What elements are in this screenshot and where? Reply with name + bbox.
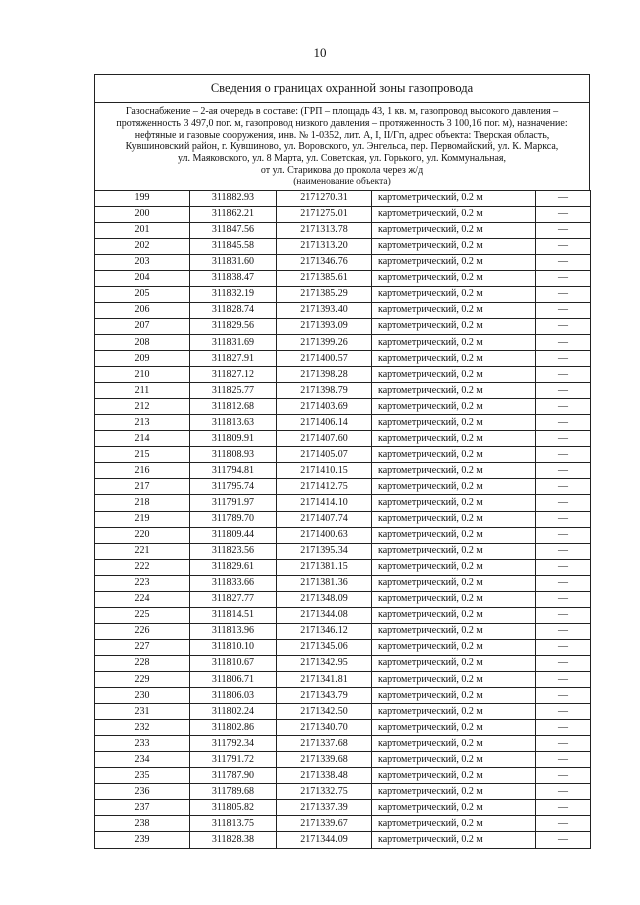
coordinate-x-cell: 311810.10 <box>190 639 277 655</box>
point-number-cell: 220 <box>95 527 190 543</box>
note-cell: — <box>536 399 591 415</box>
method-cell: картометрический, 0.2 м <box>372 447 536 463</box>
point-number-cell: 222 <box>95 559 190 575</box>
note-cell: — <box>536 816 591 832</box>
method-cell: картометрический, 0.2 м <box>372 367 536 383</box>
note-cell: — <box>536 623 591 639</box>
coordinate-y-cell: 2171406.14 <box>277 415 372 431</box>
coordinate-y-cell: 2171340.70 <box>277 720 372 736</box>
coordinate-x-cell: 311832.19 <box>190 286 277 302</box>
coordinate-x-cell: 311814.51 <box>190 607 277 623</box>
table-row <box>95 302 591 318</box>
table-row <box>95 463 591 479</box>
coordinate-y-cell: 2171398.28 <box>277 367 372 383</box>
coordinate-x-cell: 311813.63 <box>190 415 277 431</box>
description-line: от ул. Старикова до прокола через ж/д <box>260 164 424 176</box>
coordinate-x-cell: 311813.75 <box>190 816 277 832</box>
point-number-cell: 207 <box>95 318 190 334</box>
coordinate-x-cell: 311794.81 <box>190 463 277 479</box>
point-number-cell: 228 <box>95 655 190 671</box>
coordinate-x-cell: 311802.86 <box>190 720 277 736</box>
note-cell: — <box>536 543 591 559</box>
point-number-cell: 218 <box>95 495 190 511</box>
table-row <box>95 559 591 575</box>
table-row <box>95 206 591 222</box>
point-number-cell: 239 <box>95 832 190 848</box>
method-cell: картометрический, 0.2 м <box>372 463 536 479</box>
coordinate-y-cell: 2171410.15 <box>277 463 372 479</box>
point-number-cell: 217 <box>95 479 190 495</box>
method-cell: картометрический, 0.2 м <box>372 286 536 302</box>
note-cell: — <box>536 768 591 784</box>
note-cell: — <box>536 318 591 334</box>
note-cell: — <box>536 495 591 511</box>
method-cell: картометрический, 0.2 м <box>372 190 536 206</box>
point-number-cell: 229 <box>95 671 190 687</box>
table-row <box>95 399 591 415</box>
note-cell: — <box>536 367 591 383</box>
point-number-cell: 234 <box>95 752 190 768</box>
note-cell: — <box>536 463 591 479</box>
note-cell: — <box>536 238 591 254</box>
note-cell: — <box>536 270 591 286</box>
coordinate-y-cell: 2171398.79 <box>277 383 372 399</box>
coordinate-x-cell: 311845.58 <box>190 238 277 254</box>
coordinate-y-cell: 2171332.75 <box>277 784 372 800</box>
table-row <box>95 431 591 447</box>
coordinate-y-cell: 2171344.09 <box>277 832 372 848</box>
coordinate-x-cell: 311789.68 <box>190 784 277 800</box>
note-cell: — <box>536 688 591 704</box>
table-row <box>95 527 591 543</box>
note-cell: — <box>536 639 591 655</box>
coordinate-y-cell: 2171342.50 <box>277 704 372 720</box>
coordinate-y-cell: 2171393.09 <box>277 318 372 334</box>
point-number-cell: 221 <box>95 543 190 559</box>
coordinate-x-cell: 311787.90 <box>190 768 277 784</box>
coordinate-x-cell: 311833.66 <box>190 575 277 591</box>
coordinate-x-cell: 311827.77 <box>190 591 277 607</box>
point-number-cell: 223 <box>95 575 190 591</box>
table-row <box>95 190 591 206</box>
method-cell: картометрический, 0.2 м <box>372 479 536 495</box>
table-row <box>95 254 591 270</box>
table-row <box>95 543 591 559</box>
table-row <box>95 704 591 720</box>
coordinate-x-cell: 311831.69 <box>190 335 277 351</box>
method-cell: картометрический, 0.2 м <box>372 671 536 687</box>
method-cell: картометрический, 0.2 м <box>372 318 536 334</box>
table-row <box>95 286 591 302</box>
coordinate-x-cell: 311825.77 <box>190 383 277 399</box>
note-cell: — <box>536 591 591 607</box>
point-number-cell: 238 <box>95 816 190 832</box>
point-number-cell: 201 <box>95 222 190 238</box>
note-cell: — <box>536 736 591 752</box>
coordinate-y-cell: 2171385.61 <box>277 270 372 286</box>
coordinate-y-cell: 2171338.48 <box>277 768 372 784</box>
note-cell: — <box>536 254 591 270</box>
method-cell: картометрический, 0.2 м <box>372 527 536 543</box>
object-description <box>94 102 590 190</box>
note-cell: — <box>536 383 591 399</box>
method-cell: картометрический, 0.2 м <box>372 302 536 318</box>
coordinate-y-cell: 2171400.57 <box>277 351 372 367</box>
object-name-caption: (наименование объекта) <box>293 176 391 187</box>
point-number-cell: 225 <box>95 607 190 623</box>
coordinate-x-cell: 311805.82 <box>190 800 277 816</box>
coordinate-y-cell: 2171270.31 <box>277 190 372 206</box>
table-row <box>95 495 591 511</box>
coordinate-x-cell: 311827.91 <box>190 351 277 367</box>
coordinate-y-cell: 2171339.67 <box>277 816 372 832</box>
table-row <box>95 351 591 367</box>
note-cell: — <box>536 447 591 463</box>
table-row <box>95 832 591 848</box>
coordinate-y-cell: 2171407.74 <box>277 511 372 527</box>
note-cell: — <box>536 720 591 736</box>
description-line: Кувшиновский район, г. Кувшиново, ул. Воровского, ул. Энгельса, пер. Первомайский, ул. К. Маркса, <box>125 141 559 153</box>
method-cell: картометрический, 0.2 м <box>372 383 536 399</box>
method-cell: картометрический, 0.2 м <box>372 800 536 816</box>
method-cell: картометрический, 0.2 м <box>372 254 536 270</box>
method-cell: картометрический, 0.2 м <box>372 495 536 511</box>
method-cell: картометрический, 0.2 м <box>372 543 536 559</box>
coordinate-y-cell: 2171395.34 <box>277 543 372 559</box>
point-number-cell: 226 <box>95 623 190 639</box>
coordinate-y-cell: 2171341.81 <box>277 671 372 687</box>
note-cell: — <box>536 431 591 447</box>
coordinate-y-cell: 2171275.01 <box>277 206 372 222</box>
coordinate-x-cell: 311847.56 <box>190 222 277 238</box>
table-row <box>95 607 591 623</box>
point-number-cell: 200 <box>95 206 190 222</box>
point-number-cell: 202 <box>95 238 190 254</box>
coordinate-y-cell: 2171405.07 <box>277 447 372 463</box>
coordinate-y-cell: 2171399.26 <box>277 335 372 351</box>
table-row <box>95 575 591 591</box>
method-cell: картометрический, 0.2 м <box>372 623 536 639</box>
table-row <box>95 383 591 399</box>
coordinate-y-cell: 2171414.10 <box>277 495 372 511</box>
point-number-cell: 213 <box>95 415 190 431</box>
coordinate-x-cell: 311789.70 <box>190 511 277 527</box>
note-cell: — <box>536 671 591 687</box>
point-number-cell: 227 <box>95 639 190 655</box>
coordinate-x-cell: 311823.56 <box>190 543 277 559</box>
method-cell: картометрический, 0.2 м <box>372 768 536 784</box>
coordinate-y-cell: 2171345.06 <box>277 639 372 655</box>
description-line: Газоснабжение – 2-ая очередь в составе: (ГРП – площадь 43, 1 кв. м, газопровод высокого давления – <box>125 106 559 117</box>
coordinate-x-cell: 311812.68 <box>190 399 277 415</box>
coordinate-x-cell: 311792.34 <box>190 736 277 752</box>
note-cell: — <box>536 190 591 206</box>
point-number-cell: 231 <box>95 704 190 720</box>
coordinate-y-cell: 2171344.08 <box>277 607 372 623</box>
method-cell: картометрический, 0.2 м <box>372 206 536 222</box>
note-cell: — <box>536 575 591 591</box>
method-cell: картометрический, 0.2 м <box>372 655 536 671</box>
description-line: ул. Маяковского, ул. 8 Марта, ул. Советская, ул. Горького, ул. Коммунальная, <box>177 153 507 165</box>
table-row <box>95 238 591 254</box>
method-cell: картометрический, 0.2 м <box>372 559 536 575</box>
table-row <box>95 688 591 704</box>
coordinate-y-cell: 2171343.79 <box>277 688 372 704</box>
method-cell: картометрический, 0.2 м <box>372 431 536 447</box>
table-row <box>95 222 591 238</box>
coordinate-y-cell: 2171400.63 <box>277 527 372 543</box>
note-cell: — <box>536 800 591 816</box>
method-cell: картометрический, 0.2 м <box>372 591 536 607</box>
note-cell: — <box>536 704 591 720</box>
document-title: Сведения о границах охранной зоны газопровода <box>94 74 590 102</box>
description-line: нефтяные и газовые сооружения, инв. № 1-0352, лит. А, I, II/Гп, адрес объекта: Тверская область, <box>134 129 550 141</box>
coordinate-x-cell: 311809.91 <box>190 431 277 447</box>
coordinate-x-cell: 311791.97 <box>190 495 277 511</box>
coordinate-x-cell: 311828.38 <box>190 832 277 848</box>
coordinate-y-cell: 2171346.76 <box>277 254 372 270</box>
point-number-cell: 236 <box>95 784 190 800</box>
coordinate-x-cell: 311831.60 <box>190 254 277 270</box>
coordinate-y-cell: 2171348.09 <box>277 591 372 607</box>
table-row <box>95 367 591 383</box>
method-cell: картометрический, 0.2 м <box>372 511 536 527</box>
point-number-cell: 203 <box>95 254 190 270</box>
method-cell: картометрический, 0.2 м <box>372 720 536 736</box>
coordinate-x-cell: 311795.74 <box>190 479 277 495</box>
table-row <box>95 720 591 736</box>
coordinate-y-cell: 2171339.68 <box>277 752 372 768</box>
table-row <box>95 479 591 495</box>
table-row <box>95 591 591 607</box>
boundary-document <box>94 74 590 849</box>
table-row <box>95 639 591 655</box>
method-cell: картометрический, 0.2 м <box>372 688 536 704</box>
method-cell: картометрический, 0.2 м <box>372 607 536 623</box>
note-cell: — <box>536 527 591 543</box>
coordinate-x-cell: 311827.12 <box>190 367 277 383</box>
note-cell: — <box>536 479 591 495</box>
coordinates-table <box>94 190 591 849</box>
point-number-cell: 214 <box>95 431 190 447</box>
coordinate-x-cell: 311813.96 <box>190 623 277 639</box>
point-number-cell: 208 <box>95 335 190 351</box>
coordinate-y-cell: 2171342.95 <box>277 655 372 671</box>
table-row <box>95 655 591 671</box>
coordinate-y-cell: 2171393.40 <box>277 302 372 318</box>
method-cell: картометрический, 0.2 м <box>372 752 536 768</box>
coordinate-x-cell: 311809.44 <box>190 527 277 543</box>
description-line: протяженность 3 497,0 пог. м, газопровод низкого давления – протяженность 3 100,16 пог. м), назначение: <box>116 117 568 129</box>
coordinates-table-body <box>95 190 591 848</box>
table-row <box>95 270 591 286</box>
table-row <box>95 816 591 832</box>
note-cell: — <box>536 222 591 238</box>
coordinate-y-cell: 2171313.78 <box>277 222 372 238</box>
coordinate-y-cell: 2171385.29 <box>277 286 372 302</box>
page-number: 10 <box>313 45 327 60</box>
method-cell: картометрический, 0.2 м <box>372 399 536 415</box>
table-row <box>95 768 591 784</box>
coordinate-y-cell: 2171381.15 <box>277 559 372 575</box>
note-cell: — <box>536 302 591 318</box>
table-row <box>95 752 591 768</box>
table-row <box>95 736 591 752</box>
coordinate-y-cell: 2171337.68 <box>277 736 372 752</box>
method-cell: картометрический, 0.2 м <box>372 639 536 655</box>
point-number-cell: 204 <box>95 270 190 286</box>
coordinate-x-cell: 311808.93 <box>190 447 277 463</box>
method-cell: картометрический, 0.2 м <box>372 832 536 848</box>
table-row <box>95 784 591 800</box>
coordinate-x-cell: 311882.93 <box>190 190 277 206</box>
point-number-cell: 232 <box>95 720 190 736</box>
coordinate-y-cell: 2171412.75 <box>277 479 372 495</box>
point-number-cell: 235 <box>95 768 190 784</box>
coordinate-y-cell: 2171337.39 <box>277 800 372 816</box>
table-row <box>95 623 591 639</box>
coordinate-x-cell: 311806.71 <box>190 671 277 687</box>
note-cell: — <box>536 752 591 768</box>
table-row <box>95 671 591 687</box>
coordinate-y-cell: 2171346.12 <box>277 623 372 639</box>
method-cell: картометрический, 0.2 м <box>372 270 536 286</box>
coordinate-x-cell: 311791.72 <box>190 752 277 768</box>
note-cell: — <box>536 415 591 431</box>
table-row <box>95 800 591 816</box>
point-number-cell: 212 <box>95 399 190 415</box>
note-cell: — <box>536 832 591 848</box>
coordinate-x-cell: 311810.67 <box>190 655 277 671</box>
coordinate-y-cell: 2171381.36 <box>277 575 372 591</box>
method-cell: картометрический, 0.2 м <box>372 575 536 591</box>
method-cell: картометрический, 0.2 м <box>372 415 536 431</box>
point-number-cell: 211 <box>95 383 190 399</box>
method-cell: картометрический, 0.2 м <box>372 816 536 832</box>
method-cell: картометрический, 0.2 м <box>372 736 536 752</box>
note-cell: — <box>536 655 591 671</box>
method-cell: картометрический, 0.2 м <box>372 335 536 351</box>
coordinate-x-cell: 311829.61 <box>190 559 277 575</box>
coordinate-x-cell: 311838.47 <box>190 270 277 286</box>
note-cell: — <box>536 607 591 623</box>
point-number-cell: 209 <box>95 351 190 367</box>
method-cell: картометрический, 0.2 м <box>372 222 536 238</box>
point-number-cell: 206 <box>95 302 190 318</box>
point-number-cell: 237 <box>95 800 190 816</box>
coordinate-x-cell: 311802.24 <box>190 704 277 720</box>
point-number-cell: 224 <box>95 591 190 607</box>
point-number-cell: 230 <box>95 688 190 704</box>
coordinate-x-cell: 311862.21 <box>190 206 277 222</box>
table-row <box>95 415 591 431</box>
point-number-cell: 215 <box>95 447 190 463</box>
note-cell: — <box>536 335 591 351</box>
method-cell: картометрический, 0.2 м <box>372 784 536 800</box>
method-cell: картометрический, 0.2 м <box>372 704 536 720</box>
point-number-cell: 219 <box>95 511 190 527</box>
note-cell: — <box>536 286 591 302</box>
point-number-cell: 205 <box>95 286 190 302</box>
point-number-cell: 210 <box>95 367 190 383</box>
coordinate-x-cell: 311829.56 <box>190 318 277 334</box>
coordinate-x-cell: 311828.74 <box>190 302 277 318</box>
point-number-cell: 199 <box>95 190 190 206</box>
coordinate-y-cell: 2171313.20 <box>277 238 372 254</box>
point-number-cell: 233 <box>95 736 190 752</box>
table-row <box>95 447 591 463</box>
coordinate-y-cell: 2171407.60 <box>277 431 372 447</box>
note-cell: — <box>536 511 591 527</box>
note-cell: — <box>536 351 591 367</box>
table-row <box>95 318 591 334</box>
table-row <box>95 511 591 527</box>
method-cell: картометрический, 0.2 м <box>372 238 536 254</box>
note-cell: — <box>536 206 591 222</box>
note-cell: — <box>536 784 591 800</box>
method-cell: картометрический, 0.2 м <box>372 351 536 367</box>
coordinate-x-cell: 311806.03 <box>190 688 277 704</box>
coordinate-y-cell: 2171403.69 <box>277 399 372 415</box>
point-number-cell: 216 <box>95 463 190 479</box>
note-cell: — <box>536 559 591 575</box>
table-row <box>95 335 591 351</box>
